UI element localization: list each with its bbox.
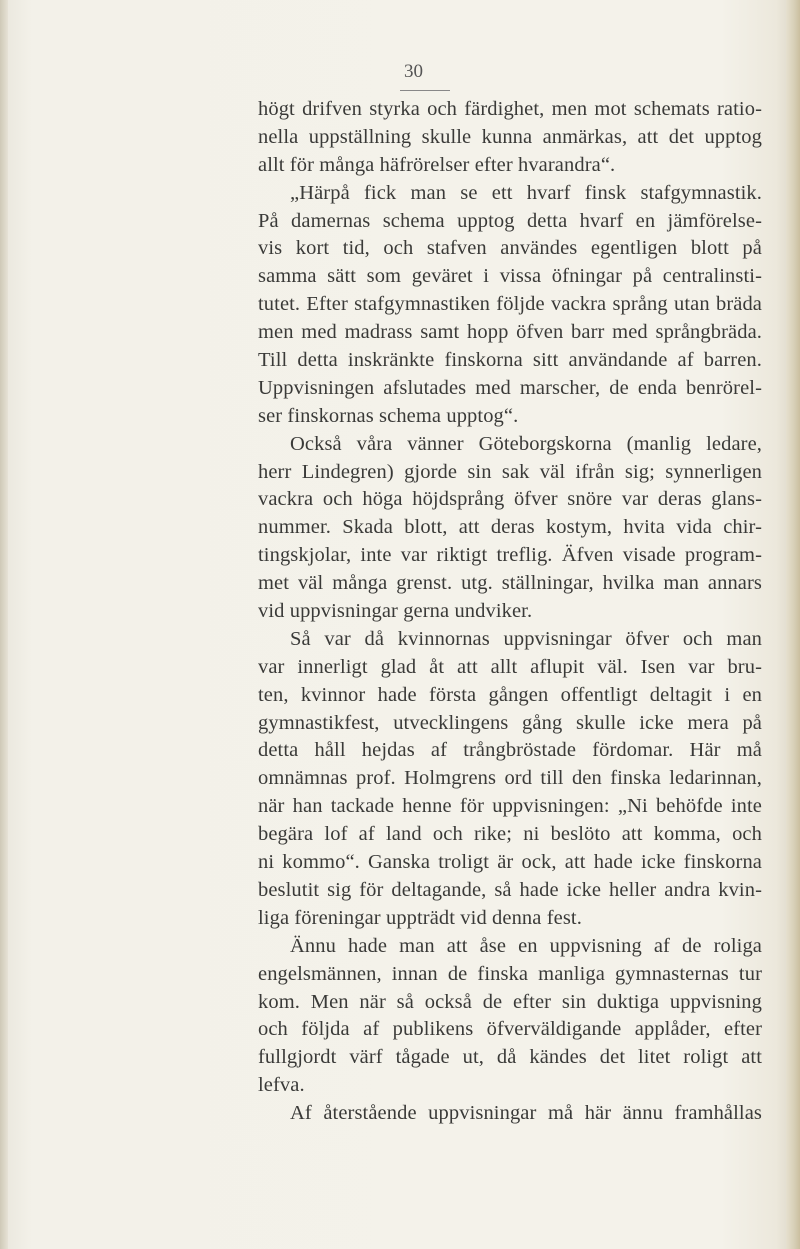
- text-line: Af återstående uppvisningar må här ännu framhållas: [290, 1102, 762, 1125]
- text-line: Så var då kvinnornas uppvisningar öfver och man: [290, 627, 762, 650]
- text-line: liga föreningar uppträdt vid denna fest.: [258, 906, 582, 929]
- text-line: var innerligt glad åt att allt aflupit väl. Isen var bru-: [258, 655, 762, 678]
- body-text: [258, 96, 762, 1128]
- page-number: 30: [404, 61, 423, 82]
- text-line: tingskjolar, inte var riktigt treflig. Äfven visade program-: [258, 544, 762, 567]
- page-number-rule: [400, 90, 450, 91]
- text-line: ten, kvinnor hade första gången offentligt deltagit i en: [258, 683, 762, 706]
- text-line: när han tackade henne för uppvisningen: „Ni behöfde inte: [258, 795, 762, 818]
- text-line: fullgjordt värf tågade ut, då kändes det litet roligt att: [258, 1046, 762, 1069]
- text-line: lefva.: [258, 1074, 305, 1097]
- text-line: begära lof af land och rike; ni beslöto att komma, och: [258, 823, 762, 846]
- text-line: vid uppvisningar gerna undviker.: [258, 600, 533, 623]
- text-line: Till detta inskränkte finskorna sitt användande af barren.: [258, 349, 762, 372]
- text-line: vis kort tid, och stafven användes egentligen blott på: [258, 237, 762, 260]
- text-line: engelsmännen, innan de finska manliga gymnasternas tur: [258, 962, 762, 985]
- text-line: Uppvisningen afslutades med marscher, de enda benrörel-: [258, 376, 762, 399]
- page-left-edge: [0, 0, 8, 1249]
- text-line: ni kommo“. Ganska troligt är ock, att hade icke finskorna: [258, 851, 762, 874]
- text-line: nella uppställning skulle kunna anmärkas, att det upptog: [258, 125, 762, 148]
- text-line: detta håll hejdas af trångbröstade fördomar. Här må: [258, 739, 762, 762]
- text-line: högt drifven styrka och färdighet, men mot schemats ratio-: [258, 98, 762, 120]
- text-line: vackra och höga höjdsprång öfver snöre var deras glans-: [258, 488, 762, 511]
- text-line: gymnastikfest, utvecklingens gång skulle icke mera på: [258, 711, 762, 734]
- text-line: samma sätt som geväret i vissa öfningar på centralinsti-: [258, 265, 762, 288]
- text-line: och följda af publikens öfverväldigande applåder, efter: [258, 1018, 762, 1041]
- text-line: ser finskornas schema upptog“.: [258, 404, 519, 427]
- text-line: men med madrass samt hopp öfven barr med språngbräda.: [258, 321, 762, 344]
- page-right-edge: [786, 0, 800, 1249]
- text-line: Också våra vänner Göteborgskorna (manlig ledare,: [290, 432, 762, 455]
- text-line: kom. Men när så också de efter sin duktiga uppvisning: [258, 990, 762, 1013]
- text-line: omnämnas prof. Holmgrens ord till den finska ledarinnan,: [258, 767, 762, 790]
- text-line: herr Lindegren) gjorde sin sak väl ifrån sig; synnerligen: [258, 460, 762, 483]
- text-line: På damernas schema upptog detta hvarf en jämförelse-: [258, 209, 762, 232]
- text-line: allt för många häfrörelser efter hvarandra“.: [258, 153, 616, 176]
- text-line: Ännu hade man att åse en uppvisning af de roliga: [290, 934, 762, 957]
- text-line: tutet. Efter stafgymnastiken följde vackra språng utan bräda: [258, 293, 762, 316]
- text-line: met väl många grenst. utg. ställningar, hvilka man annars: [258, 572, 762, 595]
- text-line: beslutit sig för deltagande, så hade icke heller andra kvin-: [258, 878, 762, 901]
- text-line: „Härpå fick man se ett hvarf finsk stafgymnastik.: [290, 181, 762, 204]
- text-line: nummer. Skada blott, att deras kostym, hvita vida chir-: [258, 516, 762, 539]
